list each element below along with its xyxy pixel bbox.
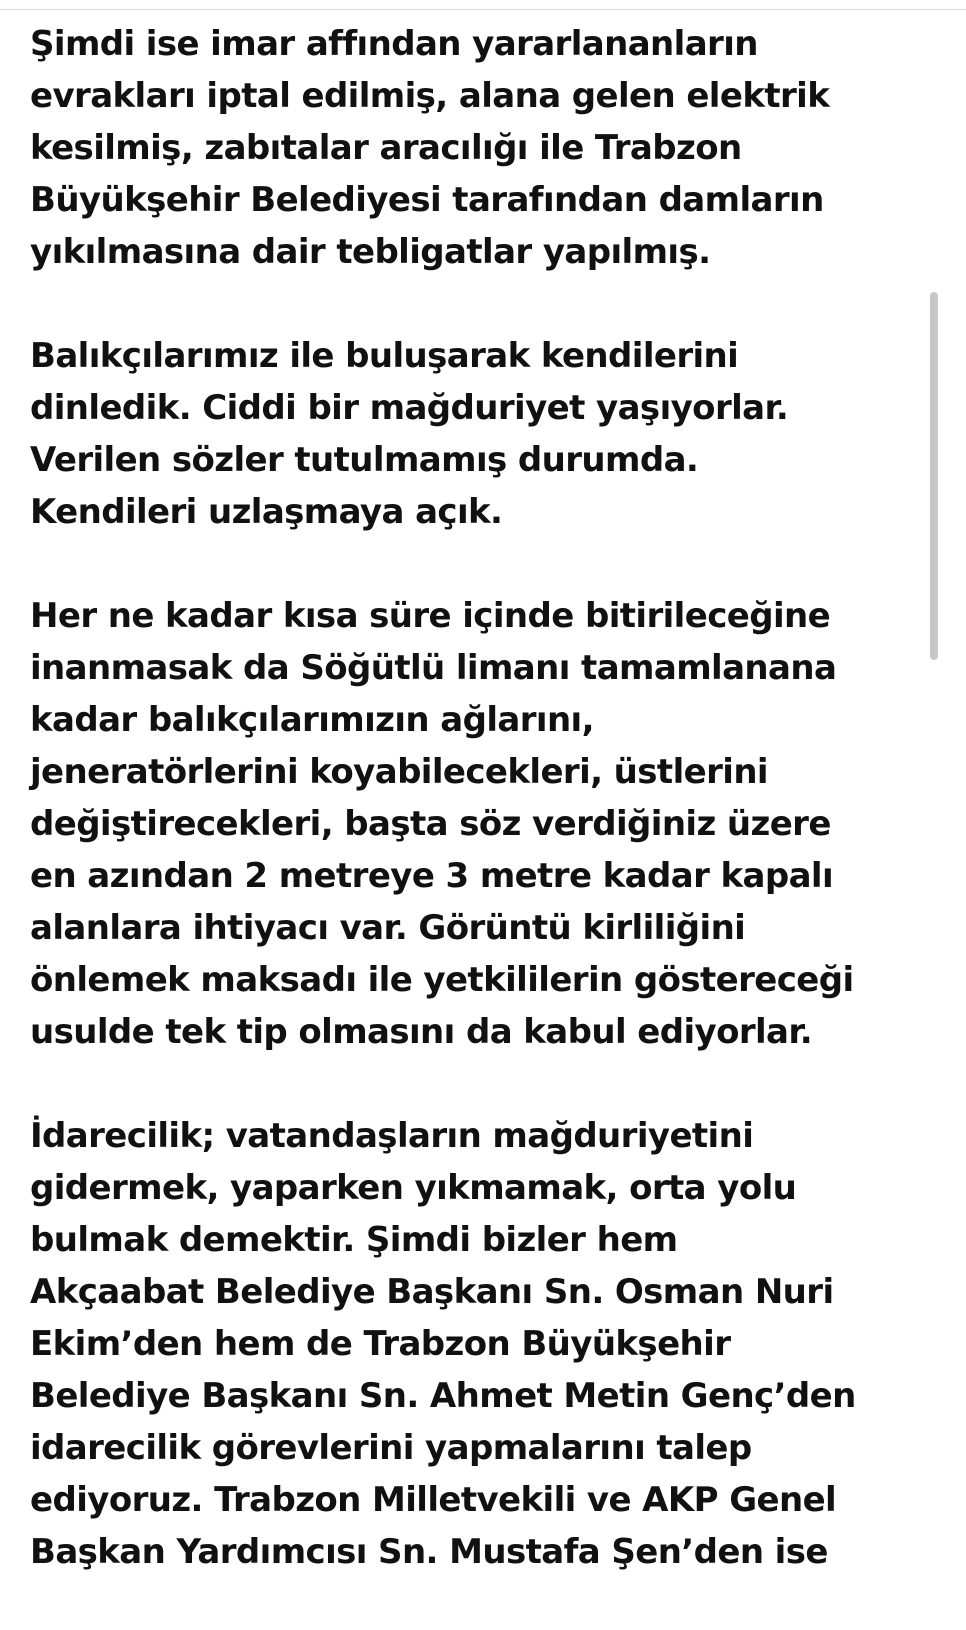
text-line: Her ne kadar kısa süre içinde bitirileceğine xyxy=(30,596,831,636)
text-line: Balıkçılarımız ile buluşarak kendilerini xyxy=(30,336,739,376)
text-line: önlemek maksadı ile yetkililerin göstereceği xyxy=(30,960,854,1000)
text-line: alanlara ihtiyacı var. Görüntü kirliliğini xyxy=(30,908,746,948)
paragraph-3 xyxy=(30,590,930,1058)
text-line: bulmak demektir. Şimdi bizler hem xyxy=(30,1220,678,1260)
text-line: Şimdi ise imar affından yararlananların xyxy=(30,24,758,64)
text-line: idarecilik görevlerini yapmalarını talep xyxy=(30,1428,752,1468)
text-line: kesilmiş, zabıtalar aracılığı ile Trabzon xyxy=(30,128,742,168)
text-line: usulde tek tip olmasını da kabul ediyorlar. xyxy=(30,1012,813,1052)
text-line: en azından 2 metreye 3 metre kadar kapalı xyxy=(30,856,834,896)
text-line: değiştirecekleri, başta söz verdiğiniz üzere xyxy=(30,804,831,844)
text-line: dinledik. Ciddi bir mağduriyet yaşıyorlar. xyxy=(30,388,789,428)
text-line: Akçaabat Belediye Başkanı Sn. Osman Nuri xyxy=(30,1272,834,1312)
text-line: gidermek, yaparken yıkmamak, orta yolu xyxy=(30,1168,797,1208)
text-line: jeneratörlerini koyabilecekleri, üstlerini xyxy=(30,752,768,792)
text-line: Ekim’den hem de Trabzon Büyükşehir xyxy=(30,1324,731,1364)
top-divider xyxy=(0,9,966,10)
text-line: İdarecilik; vatandaşların mağduriyetini xyxy=(30,1116,754,1156)
text-line: evrakları iptal edilmiş, alana gelen elektrik xyxy=(30,76,830,116)
text-line: Verilen sözler tutulmamış durumda. xyxy=(30,440,699,480)
paragraph-4 xyxy=(30,1110,930,1578)
text-line: Büyükşehir Belediyesi tarafından damların xyxy=(30,180,824,220)
text-line: inanmasak da Söğütlü limanı tamamlanana xyxy=(30,648,837,688)
text-line: yıkılmasına dair tebligatlar yapılmış. xyxy=(30,232,711,272)
text-line: Belediye Başkanı Sn. Ahmet Metin Genç’den xyxy=(30,1376,856,1416)
text-line: Kendileri uzlaşmaya açık. xyxy=(30,492,503,532)
text-line: Başkan Yardımcısı Sn. Mustafa Şen’den ise xyxy=(30,1532,828,1572)
post-body xyxy=(30,18,930,1630)
text-line: kadar balıkçılarımızın ağlarını, xyxy=(30,700,594,740)
paragraph-2 xyxy=(30,330,930,538)
text-line: ediyoruz. Trabzon Milletvekili ve AKP Genel xyxy=(30,1480,837,1520)
scrollbar-thumb[interactable] xyxy=(930,292,938,660)
paragraph-1 xyxy=(30,18,930,278)
